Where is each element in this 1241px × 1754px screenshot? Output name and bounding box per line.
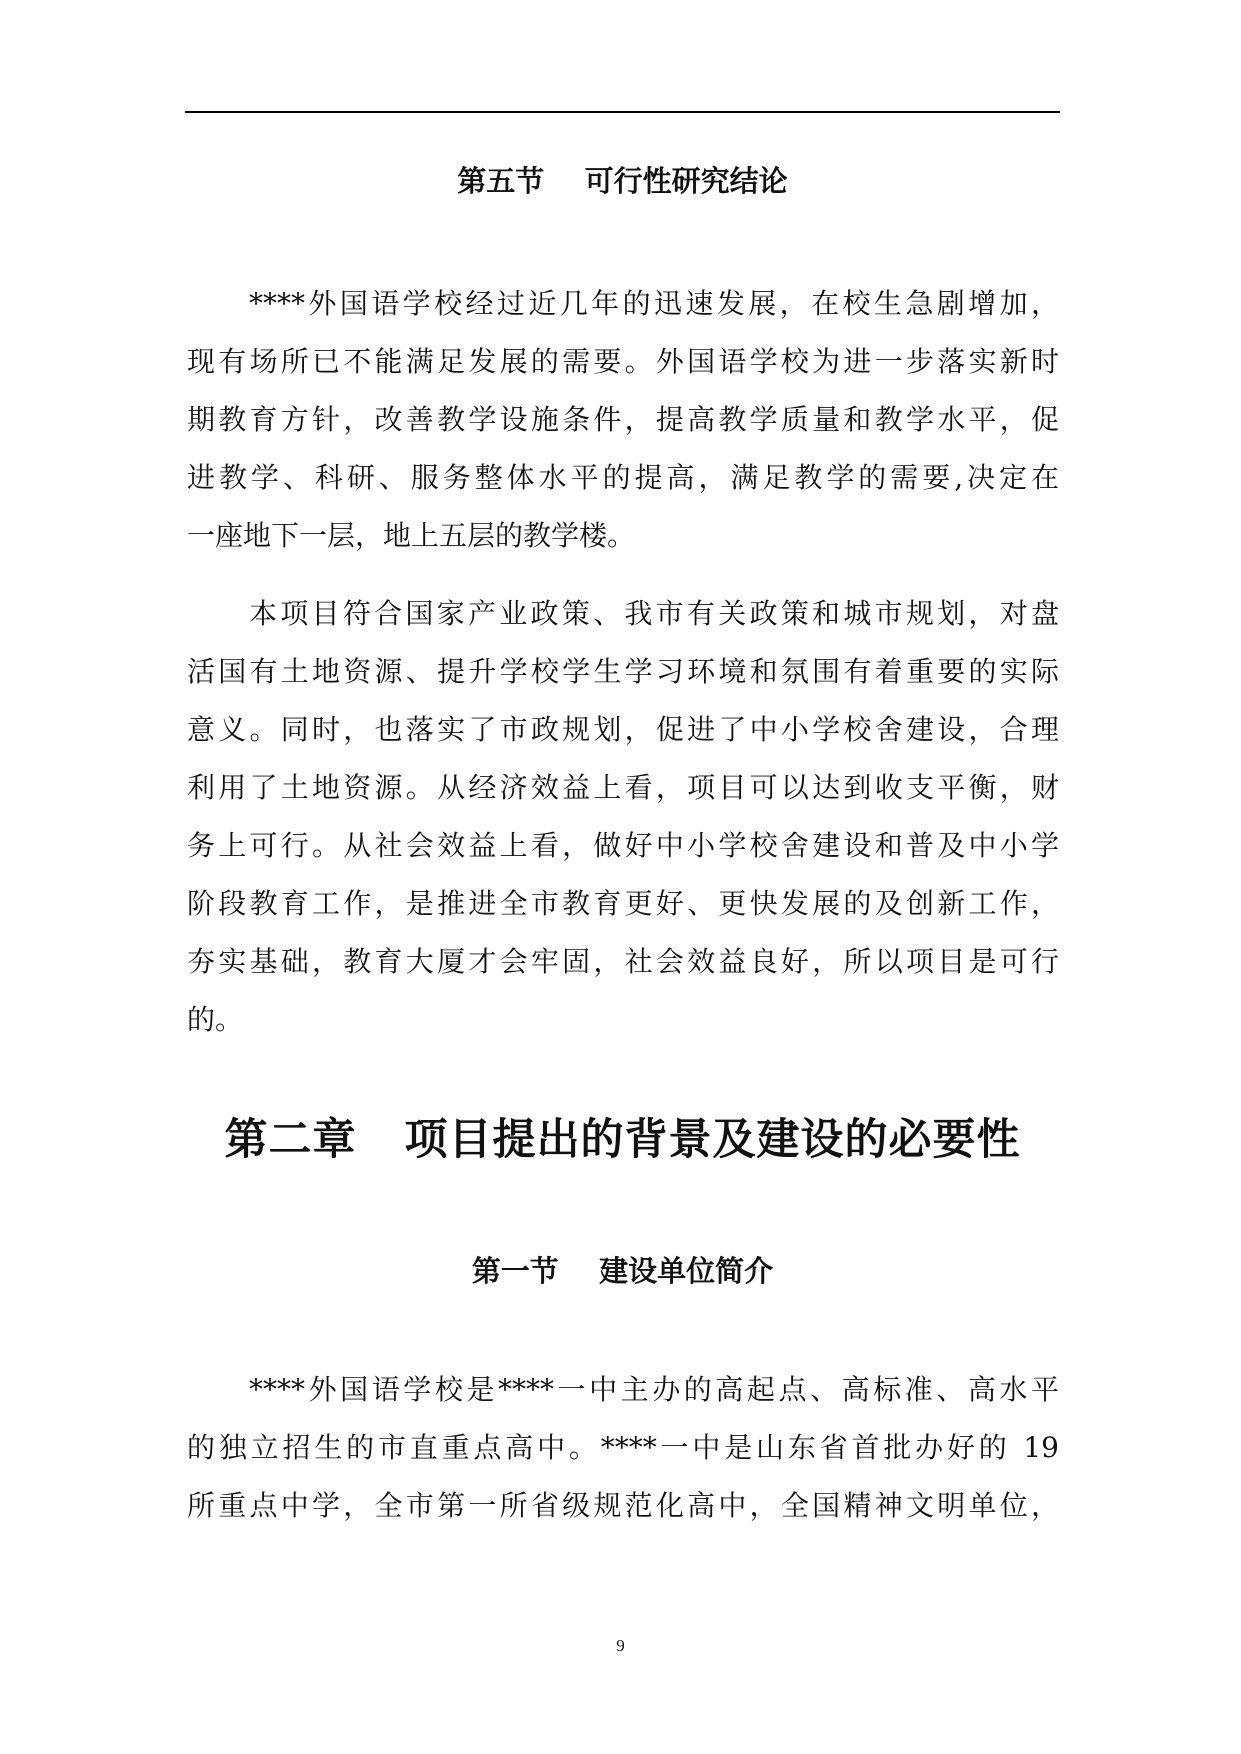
text-line: 阶段教育工作，是推进全市教育更好、更快发展的及创新工作， — [187, 887, 1059, 920]
text-line: 一座地下一层，地上五层的教学楼。 — [187, 519, 636, 552]
text-line: ****外国语学校是****一中主办的高起点、高标准、高水平 — [249, 1373, 1059, 1406]
chapter-heading-2: 第二章 项目提出的背景及建设的必要性 — [224, 1115, 1021, 1165]
text-line: 意义。同时，也落实了市政规划，促进了中小学校舍建设，合理 — [187, 713, 1059, 746]
page-number: 9 — [616, 1636, 625, 1655]
paragraph-conclusion-2 — [187, 585, 1059, 1049]
text-line: 所重点中学，全市第一所省级规范化高中，全国精神文明单位， — [187, 1489, 1059, 1522]
text-line: 期教育方针，改善教学设施条件，提高教学质量和教学水平，促 — [187, 403, 1059, 436]
text-line: 现有场所已不能满足发展的需要。外国语学校为进一步落实新时 — [187, 345, 1059, 378]
header-rule — [185, 111, 1060, 113]
paragraph-unit-intro — [187, 1361, 1059, 1535]
section-heading-5: 第五节 可行性研究结论 — [457, 164, 788, 198]
text-line: 活国有土地资源、提升学校学生学习环境和氛围有着重要的实际 — [187, 655, 1059, 688]
text-line: 进教学、科研、服务整体水平的提高，满足教学的需要,决定在 — [187, 461, 1059, 494]
paragraph-conclusion-1 — [187, 275, 1059, 565]
text-line: 的。 — [187, 1003, 244, 1036]
text-line: 利用了土地资源。从经济效益上看，项目可以达到收支平衡，财 — [187, 771, 1059, 804]
text-line: 夯实基础，教育大厦才会牢固，社会效益良好，所以项目是可行 — [187, 945, 1059, 978]
text-line: 的独立招生的市直重点高中。****一中是山东省首批办好的 19 — [187, 1431, 1059, 1464]
text-line: 本项目符合国家产业政策、我市有关政策和城市规划，对盘 — [249, 597, 1059, 630]
section-heading-1: 第一节 建设单位简介 — [471, 1254, 774, 1288]
text-line: 务上可行。从社会效益上看，做好中小学校舍建设和普及中小学 — [187, 829, 1059, 862]
text-line: ****外国语学校经过近几年的迅速发展，在校生急剧增加， — [249, 287, 1059, 320]
